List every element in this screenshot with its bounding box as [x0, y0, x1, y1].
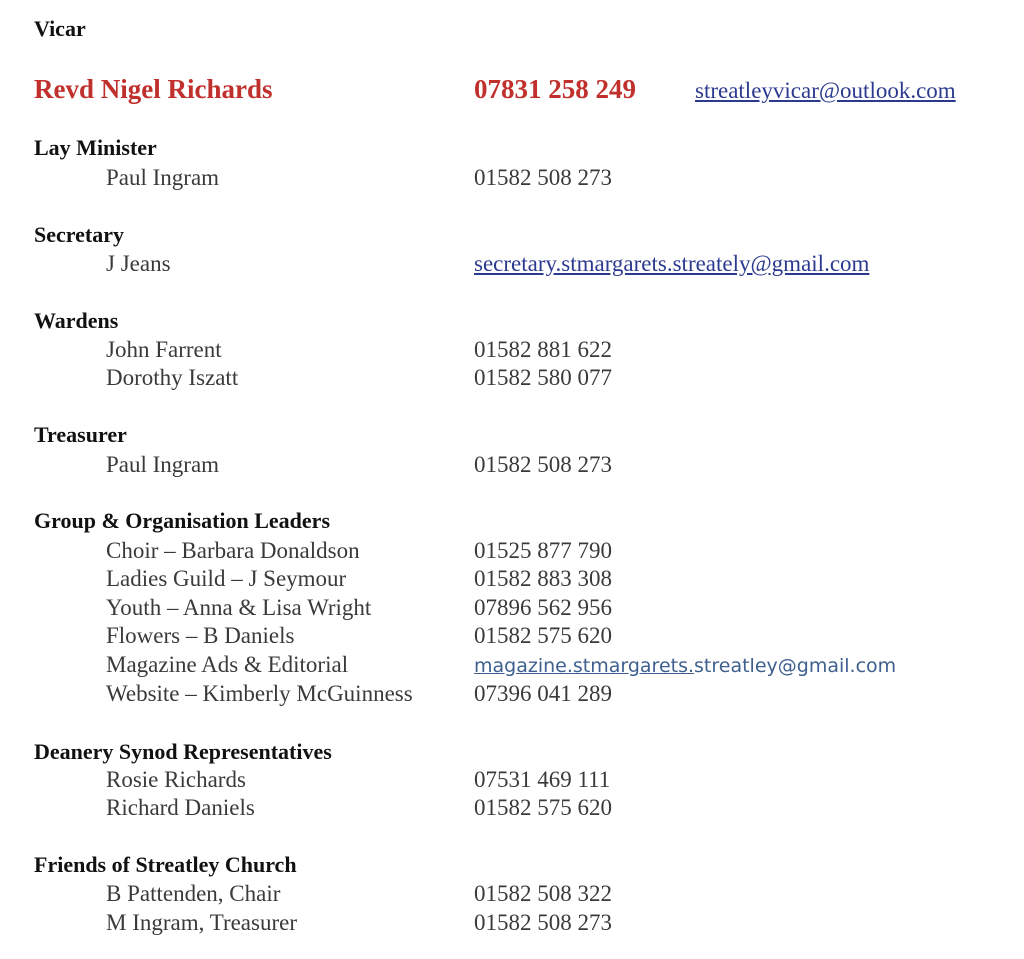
warden-name: John Farrent — [106, 337, 222, 362]
vicar-name: Revd Nigel Richards — [34, 74, 273, 104]
friends-name: M Ingram, Treasurer — [106, 910, 297, 935]
vicar-phone: 07831 258 249 — [474, 74, 636, 104]
group-leader-name: Choir – Barbara Donaldson — [106, 538, 360, 563]
warden-name: Dorothy Iszatt — [106, 365, 239, 390]
vicar-heading: Vicar — [34, 16, 86, 41]
magazine-email-link-part: magazine.stmargarets. — [474, 655, 695, 677]
lay-minister-heading: Lay Minister — [34, 135, 157, 160]
warden-phone: 01582 580 077 — [474, 365, 612, 390]
wardens-heading: Wardens — [34, 308, 119, 333]
group-leader-phone: 07396 041 289 — [474, 681, 612, 706]
group-leader-name: Ladies Guild – J Seymour — [106, 566, 347, 591]
group-leader-phone: 01582 883 308 — [474, 566, 612, 591]
treasurer-heading: Treasurer — [34, 422, 127, 447]
group-leader-phone: 01582 575 620 — [474, 623, 612, 648]
group-leaders-heading: Group & Organisation Leaders — [34, 508, 331, 533]
friends-phone: 01582 508 273 — [474, 910, 612, 935]
group-leader-name: Flowers – B Daniels — [106, 623, 295, 648]
warden-phone: 01582 881 622 — [474, 337, 612, 362]
lay-minister-phone: 01582 508 273 — [474, 165, 612, 190]
vicar-email-link[interactable]: streatleyvicar@outlook.com — [695, 78, 956, 103]
group-leader-phone: 01525 877 790 — [474, 538, 612, 563]
friends-heading: Friends of Streatley Church — [34, 852, 297, 877]
deanery-heading: Deanery Synod Representatives — [34, 739, 332, 764]
magazine-email-link[interactable] — [474, 655, 896, 677]
magazine-email-rest: streatley@gmail.com — [694, 655, 897, 677]
deanery-rep-name: Richard Daniels — [106, 795, 255, 820]
group-leader-name: Youth – Anna & Lisa Wright — [106, 595, 372, 620]
group-leader-name: Website – Kimberly McGuinness — [106, 681, 413, 706]
secretary-heading: Secretary — [34, 222, 124, 247]
treasurer-name: Paul Ingram — [106, 452, 220, 477]
lay-minister-name: Paul Ingram — [106, 165, 220, 190]
friends-phone: 01582 508 322 — [474, 881, 612, 906]
secretary-email-link[interactable]: secretary.stmargarets.streately@gmail.com — [474, 251, 870, 276]
secretary-name: J Jeans — [106, 251, 171, 276]
treasurer-phone: 01582 508 273 — [474, 452, 612, 477]
deanery-rep-phone: 07531 469 111 — [474, 767, 611, 792]
group-leader-phone: 07896 562 956 — [474, 595, 612, 620]
friends-name: B Pattenden, Chair — [106, 881, 281, 906]
group-leader-name: Magazine Ads & Editorial — [106, 652, 349, 677]
deanery-rep-name: Rosie Richards — [106, 767, 246, 792]
deanery-rep-phone: 01582 575 620 — [474, 795, 612, 820]
